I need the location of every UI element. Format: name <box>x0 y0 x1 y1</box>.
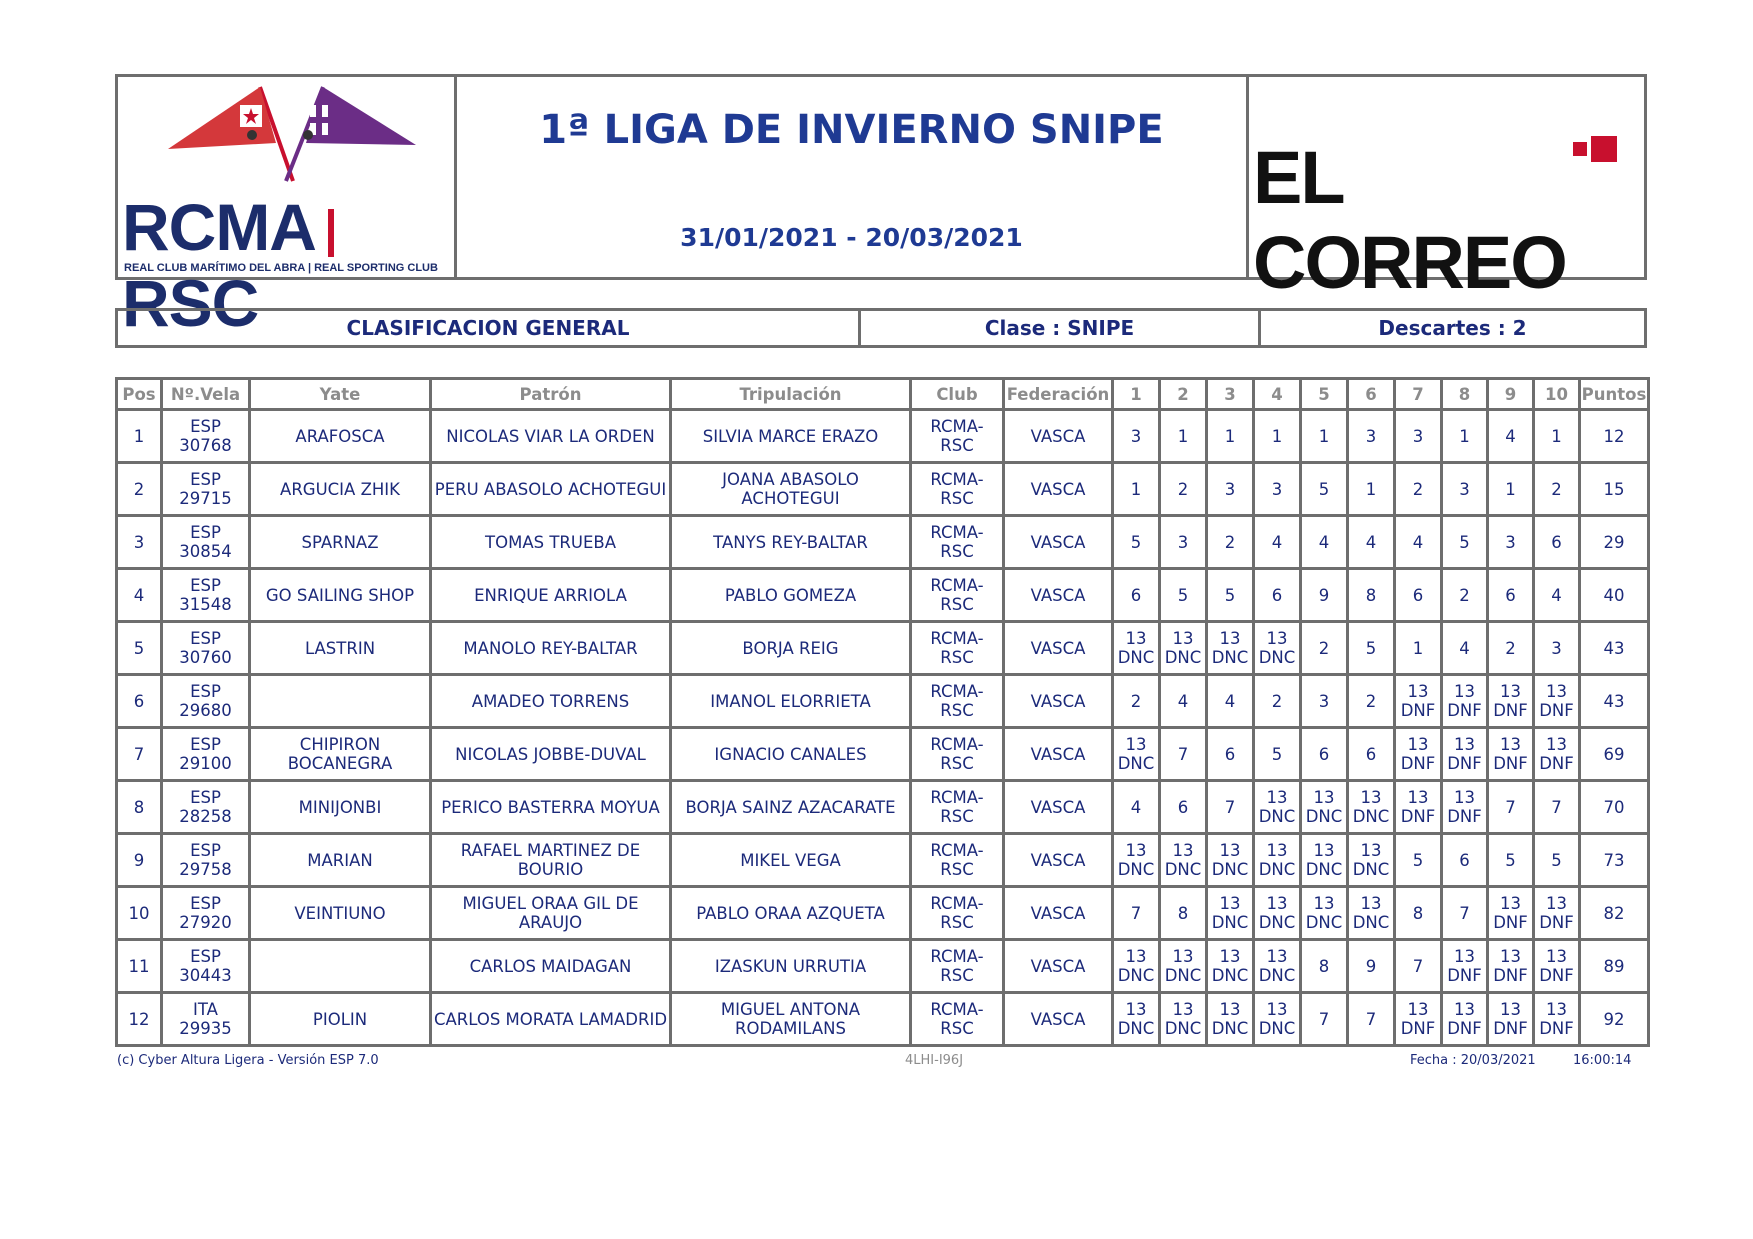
race-result-cell: 3 <box>1113 410 1160 463</box>
race-result-cell: 8 <box>1301 940 1348 993</box>
pos-cell: 2 <box>117 463 162 516</box>
race-result-cell: 5 <box>1207 569 1254 622</box>
footer-date: Fecha : 20/03/2021 <box>1410 1053 1536 1068</box>
club-cell: RCMA- RSC <box>911 675 1004 728</box>
race-result-cell: 2 <box>1301 622 1348 675</box>
points-cell: 92 <box>1580 993 1649 1046</box>
race-result-cell: 13 DNC <box>1348 887 1395 940</box>
race-result-cell: 3 <box>1348 410 1395 463</box>
column-header: Nº.Vela <box>162 379 250 410</box>
race-result-cell: 13 DNC <box>1254 993 1301 1046</box>
race-result-cell: 2 <box>1534 463 1580 516</box>
sail-number-cell: ESP 30854 <box>162 516 250 569</box>
yacht-cell: ARGUCIA ZHIK <box>250 463 431 516</box>
race-result-cell: 8 <box>1348 569 1395 622</box>
race-result-cell: 8 <box>1160 887 1207 940</box>
race-result-cell: 4 <box>1301 516 1348 569</box>
race-result-cell: 13 DNF <box>1395 675 1442 728</box>
race-result-cell: 9 <box>1301 569 1348 622</box>
table-row <box>117 940 1649 993</box>
sponsor-name: EL CORREO <box>1253 136 1566 304</box>
race-result-cell: 13 DNC <box>1207 834 1254 887</box>
club-cell: RCMA- RSC <box>911 940 1004 993</box>
race-result-cell: 13 DNC <box>1301 887 1348 940</box>
footer-credit: (c) Cyber Altura Ligera - Versión ESP 7.0 <box>117 1053 379 1068</box>
race-result-cell: 13 DNF <box>1442 993 1488 1046</box>
title-cell <box>457 77 1249 277</box>
skipper-cell: MIGUEL ORAA GIL DE ARAUJO <box>431 887 671 940</box>
club-cell: RCMA- RSC <box>911 410 1004 463</box>
race-result-cell: 5 <box>1442 516 1488 569</box>
race-result-cell: 2 <box>1160 463 1207 516</box>
race-result-cell: 13 DNC <box>1207 993 1254 1046</box>
race-result-cell: 13 DNC <box>1301 834 1348 887</box>
race-result-cell: 13 DNC <box>1207 887 1254 940</box>
column-header: Club <box>911 379 1004 410</box>
pos-cell: 1 <box>117 410 162 463</box>
footer-code: 4LHI-I96J <box>905 1053 964 1068</box>
race-result-cell: 13 DNF <box>1534 993 1580 1046</box>
race-result-cell: 4 <box>1254 516 1301 569</box>
yacht-cell: CHIPIRON BOCANEGRA <box>250 728 431 781</box>
table-row <box>117 410 1649 463</box>
race-result-cell: 1 <box>1534 410 1580 463</box>
club-cell: RCMA- RSC <box>911 781 1004 834</box>
footer-time: 16:00:14 <box>1573 1053 1632 1068</box>
race-result-cell: 13 DNF <box>1534 675 1580 728</box>
column-header: 6 <box>1348 379 1395 410</box>
sail-number-cell: ESP 29715 <box>162 463 250 516</box>
column-header: 7 <box>1395 379 1442 410</box>
race-result-cell: 1 <box>1395 622 1442 675</box>
skipper-cell: ENRIQUE ARRIOLA <box>431 569 671 622</box>
race-result-cell: 13 DNC <box>1113 940 1160 993</box>
race-result-cell: 13 DNF <box>1534 940 1580 993</box>
race-result-cell: 7 <box>1113 887 1160 940</box>
points-cell: 43 <box>1580 622 1649 675</box>
race-result-cell: 13 DNF <box>1442 675 1488 728</box>
skipper-cell: RAFAEL MARTINEZ DE BOURIO <box>431 834 671 887</box>
race-result-cell: 13 DNC <box>1113 834 1160 887</box>
crew-cell: BORJA SAINZ AZACARATE <box>671 781 911 834</box>
crew-cell: MIGUEL ANTONA RODAMILANS <box>671 993 911 1046</box>
race-result-cell: 5 <box>1534 834 1580 887</box>
race-result-cell: 9 <box>1348 940 1395 993</box>
skipper-cell: CARLOS MAIDAGAN <box>431 940 671 993</box>
skipper-cell: CARLOS MORATA LAMADRID <box>431 993 671 1046</box>
race-result-cell: 1 <box>1160 410 1207 463</box>
skipper-cell: AMADEO TORRENS <box>431 675 671 728</box>
race-result-cell: 8 <box>1395 887 1442 940</box>
race-result-cell: 4 <box>1488 410 1534 463</box>
race-result-cell: 13 DNC <box>1113 993 1160 1046</box>
yacht-cell: ARAFOSCA <box>250 410 431 463</box>
column-header: 5 <box>1301 379 1348 410</box>
race-result-cell: 13 DNC <box>1348 781 1395 834</box>
crew-cell: SILVIA MARCE ERAZO <box>671 410 911 463</box>
race-result-cell: 2 <box>1207 516 1254 569</box>
race-result-cell: 3 <box>1488 516 1534 569</box>
crew-cell: IMANOL ELORRIETA <box>671 675 911 728</box>
race-result-cell: 7 <box>1348 993 1395 1046</box>
points-cell: 12 <box>1580 410 1649 463</box>
sail-number-cell: ESP 30768 <box>162 410 250 463</box>
table-header-row <box>117 379 1649 410</box>
pos-cell: 3 <box>117 516 162 569</box>
race-result-cell: 13 DNC <box>1160 622 1207 675</box>
yacht-cell: MINIJONBI <box>250 781 431 834</box>
race-result-cell: 13 DNC <box>1160 993 1207 1046</box>
race-result-cell: 13 DNF <box>1442 728 1488 781</box>
race-result-cell: 2 <box>1254 675 1301 728</box>
sail-number-cell: ESP 29100 <box>162 728 250 781</box>
sail-number-cell: ESP 28258 <box>162 781 250 834</box>
table-row <box>117 622 1649 675</box>
table-row <box>117 781 1649 834</box>
race-result-cell: 6 <box>1348 728 1395 781</box>
table-row <box>117 569 1649 622</box>
race-result-cell: 7 <box>1160 728 1207 781</box>
race-result-cell: 6 <box>1488 569 1534 622</box>
race-result-cell: 1 <box>1301 410 1348 463</box>
crew-cell: PABLO GOMEZA <box>671 569 911 622</box>
race-result-cell: 2 <box>1488 622 1534 675</box>
skipper-cell: PERICO BASTERRA MOYUA <box>431 781 671 834</box>
race-result-cell: 4 <box>1534 569 1580 622</box>
race-result-cell: 13 DNC <box>1254 887 1301 940</box>
table-row <box>117 675 1649 728</box>
club-cell: RCMA- RSC <box>911 463 1004 516</box>
points-cell: 43 <box>1580 675 1649 728</box>
results-table <box>115 377 1650 1047</box>
pos-cell: 12 <box>117 993 162 1046</box>
race-result-cell: 13 DNF <box>1395 728 1442 781</box>
club-brand: RCMARSC <box>122 189 454 341</box>
race-result-cell: 5 <box>1113 516 1160 569</box>
classification-label: CLASIFICACION GENERAL <box>118 311 861 345</box>
race-result-cell: 13 DNF <box>1488 993 1534 1046</box>
race-result-cell: 1 <box>1442 410 1488 463</box>
race-result-cell: 13 DNF <box>1395 781 1442 834</box>
federation-cell: VASCA <box>1004 463 1113 516</box>
club-logo <box>118 77 457 340</box>
race-result-cell: 6 <box>1301 728 1348 781</box>
race-result-cell: 6 <box>1254 569 1301 622</box>
column-header: 3 <box>1207 379 1254 410</box>
points-cell: 40 <box>1580 569 1649 622</box>
race-result-cell: 5 <box>1395 834 1442 887</box>
race-result-cell: 13 DNC <box>1254 781 1301 834</box>
race-result-cell: 13 DNF <box>1534 887 1580 940</box>
federation-cell: VASCA <box>1004 993 1113 1046</box>
discards-label: Descartes : 2 <box>1378 316 1527 340</box>
federation-cell: VASCA <box>1004 675 1113 728</box>
race-result-cell: 7 <box>1207 781 1254 834</box>
race-result-cell: 6 <box>1442 834 1488 887</box>
club-cell: RCMA- RSC <box>911 728 1004 781</box>
race-result-cell: 3 <box>1254 463 1301 516</box>
points-cell: 69 <box>1580 728 1649 781</box>
sail-number-cell: ESP 29758 <box>162 834 250 887</box>
sail-number-cell: ESP 30760 <box>162 622 250 675</box>
crew-cell: MIKEL VEGA <box>671 834 911 887</box>
table-row <box>117 887 1649 940</box>
race-result-cell: 1 <box>1207 410 1254 463</box>
race-result-cell: 13 DNF <box>1395 993 1442 1046</box>
race-result-cell: 13 DNC <box>1254 834 1301 887</box>
yacht-cell: LASTRIN <box>250 622 431 675</box>
race-result-cell: 6 <box>1207 728 1254 781</box>
race-result-cell: 4 <box>1160 675 1207 728</box>
crew-cell: IZASKUN URRUTIA <box>671 940 911 993</box>
page-title: 1ª LIGA DE INVIERNO SNIPE <box>539 107 1164 153</box>
yacht-cell: PIOLIN <box>250 993 431 1046</box>
federation-cell: VASCA <box>1004 887 1113 940</box>
race-result-cell: 3 <box>1160 516 1207 569</box>
table-row <box>117 728 1649 781</box>
race-result-cell: 5 <box>1348 622 1395 675</box>
date-range: 31/01/2021 - 20/03/2021 <box>680 223 1023 252</box>
federation-cell: VASCA <box>1004 728 1113 781</box>
pos-cell: 8 <box>117 781 162 834</box>
race-result-cell: 1 <box>1113 463 1160 516</box>
race-result-cell: 4 <box>1395 516 1442 569</box>
column-header: 8 <box>1442 379 1488 410</box>
yacht-cell: MARIAN <box>250 834 431 887</box>
points-cell: 73 <box>1580 834 1649 887</box>
skipper-cell: NICOLAS VIAR LA ORDEN <box>431 410 671 463</box>
race-result-cell: 13 DNF <box>1488 887 1534 940</box>
race-result-cell: 13 DNF <box>1488 940 1534 993</box>
subheader-box <box>115 308 1647 348</box>
crew-cell: IGNACIO CANALES <box>671 728 911 781</box>
race-result-cell: 7 <box>1395 940 1442 993</box>
race-result-cell: 13 DNC <box>1113 622 1160 675</box>
sail-number-cell: ITA 29935 <box>162 993 250 1046</box>
yacht-cell: VEINTIUNO <box>250 887 431 940</box>
race-result-cell: 6 <box>1534 516 1580 569</box>
skipper-cell: MANOLO REY-BALTAR <box>431 622 671 675</box>
club-cell: RCMA- RSC <box>911 834 1004 887</box>
column-header: 4 <box>1254 379 1301 410</box>
race-result-cell: 4 <box>1207 675 1254 728</box>
race-result-cell: 4 <box>1442 622 1488 675</box>
yacht-cell: GO SAILING SHOP <box>250 569 431 622</box>
skipper-cell: PERU ABASOLO ACHOTEGUI <box>431 463 671 516</box>
table-row <box>117 834 1649 887</box>
race-result-cell: 2 <box>1348 675 1395 728</box>
race-result-cell: 3 <box>1395 410 1442 463</box>
club-cell: RCMA- RSC <box>911 887 1004 940</box>
points-cell: 82 <box>1580 887 1649 940</box>
sponsor-mark-icon <box>1573 136 1619 172</box>
crew-cell: JOANA ABASOLO ACHOTEGUI <box>671 463 911 516</box>
pos-cell: 10 <box>117 887 162 940</box>
race-result-cell: 2 <box>1442 569 1488 622</box>
race-result-cell: 7 <box>1488 781 1534 834</box>
race-result-cell: 2 <box>1395 463 1442 516</box>
pos-cell: 6 <box>117 675 162 728</box>
federation-cell: VASCA <box>1004 569 1113 622</box>
points-cell: 29 <box>1580 516 1649 569</box>
race-result-cell: 4 <box>1348 516 1395 569</box>
column-header: Tripulación <box>671 379 911 410</box>
column-header: 2 <box>1160 379 1207 410</box>
federation-cell: VASCA <box>1004 410 1113 463</box>
race-result-cell: 6 <box>1395 569 1442 622</box>
race-result-cell: 1 <box>1348 463 1395 516</box>
race-result-cell: 3 <box>1442 463 1488 516</box>
race-result-cell: 7 <box>1442 887 1488 940</box>
race-result-cell: 13 DNC <box>1160 940 1207 993</box>
yacht-cell <box>250 675 431 728</box>
club-cell: RCMA- RSC <box>911 516 1004 569</box>
race-result-cell: 5 <box>1254 728 1301 781</box>
race-result-cell: 7 <box>1301 993 1348 1046</box>
race-result-cell: 13 DNF <box>1534 728 1580 781</box>
yacht-cell: SPARNAZ <box>250 516 431 569</box>
race-result-cell: 13 DNC <box>1113 728 1160 781</box>
federation-cell: VASCA <box>1004 940 1113 993</box>
column-header: Federación <box>1004 379 1113 410</box>
race-result-cell: 13 DNC <box>1207 622 1254 675</box>
club-cell: RCMA- RSC <box>911 993 1004 1046</box>
column-header: Pos <box>117 379 162 410</box>
race-result-cell: 1 <box>1488 463 1534 516</box>
race-result-cell: 5 <box>1301 463 1348 516</box>
race-result-cell: 3 <box>1207 463 1254 516</box>
column-header: 9 <box>1488 379 1534 410</box>
table-row <box>117 993 1649 1046</box>
column-header: 10 <box>1534 379 1580 410</box>
club-cell: RCMA- RSC <box>911 569 1004 622</box>
federation-cell: VASCA <box>1004 622 1113 675</box>
sail-number-cell: ESP 31548 <box>162 569 250 622</box>
sail-number-cell: ESP 27920 <box>162 887 250 940</box>
race-result-cell: 3 <box>1534 622 1580 675</box>
race-result-cell: 13 DNC <box>1301 781 1348 834</box>
club-cell: RCMA- RSC <box>911 622 1004 675</box>
pos-cell: 5 <box>117 622 162 675</box>
race-result-cell: 5 <box>1488 834 1534 887</box>
pos-cell: 9 <box>117 834 162 887</box>
points-cell: 89 <box>1580 940 1649 993</box>
points-cell: 70 <box>1580 781 1649 834</box>
class-label: Clase : SNIPE <box>861 311 1261 345</box>
race-result-cell: 1 <box>1254 410 1301 463</box>
federation-cell: VASCA <box>1004 516 1113 569</box>
pos-cell: 7 <box>117 728 162 781</box>
race-result-cell: 13 DNC <box>1348 834 1395 887</box>
points-cell: 15 <box>1580 463 1649 516</box>
race-result-cell: 6 <box>1160 781 1207 834</box>
yacht-cell <box>250 940 431 993</box>
race-result-cell: 5 <box>1160 569 1207 622</box>
race-result-cell: 3 <box>1301 675 1348 728</box>
race-result-cell: 13 DNC <box>1254 940 1301 993</box>
table-row <box>117 516 1649 569</box>
sail-number-cell: ESP 30443 <box>162 940 250 993</box>
race-result-cell: 13 DNC <box>1254 622 1301 675</box>
race-result-cell: 6 <box>1113 569 1160 622</box>
column-header: Puntos <box>1580 379 1649 410</box>
column-header: Yate <box>250 379 431 410</box>
race-result-cell: 13 DNF <box>1442 781 1488 834</box>
race-result-cell: 2 <box>1113 675 1160 728</box>
federation-cell: VASCA <box>1004 834 1113 887</box>
skipper-cell: NICOLAS JOBBE-DUVAL <box>431 728 671 781</box>
crew-cell: BORJA REIG <box>671 622 911 675</box>
race-result-cell: 13 DNF <box>1442 940 1488 993</box>
skipper-cell: TOMAS TRUEBA <box>431 516 671 569</box>
column-header: 1 <box>1113 379 1160 410</box>
column-header: Patrón <box>431 379 671 410</box>
race-result-cell: 4 <box>1113 781 1160 834</box>
table-row <box>117 463 1649 516</box>
race-result-cell: 7 <box>1534 781 1580 834</box>
sail-number-cell: ESP 29680 <box>162 675 250 728</box>
pos-cell: 11 <box>117 940 162 993</box>
race-result-cell: 13 DNC <box>1207 940 1254 993</box>
race-result-cell: 13 DNF <box>1488 675 1534 728</box>
club-subtitle: REAL CLUB MARÍTIMO DEL ABRA | REAL SPORTING CLUB <box>124 262 438 274</box>
federation-cell: VASCA <box>1004 781 1113 834</box>
crew-cell: TANYS REY-BALTAR <box>671 516 911 569</box>
sponsor-logo <box>1249 77 1644 304</box>
crew-cell: PABLO ORAA AZQUETA <box>671 887 911 940</box>
pos-cell: 4 <box>117 569 162 622</box>
race-result-cell: 13 DNF <box>1488 728 1534 781</box>
race-result-cell: 13 DNC <box>1160 834 1207 887</box>
burgee-flags-icon <box>148 77 428 187</box>
